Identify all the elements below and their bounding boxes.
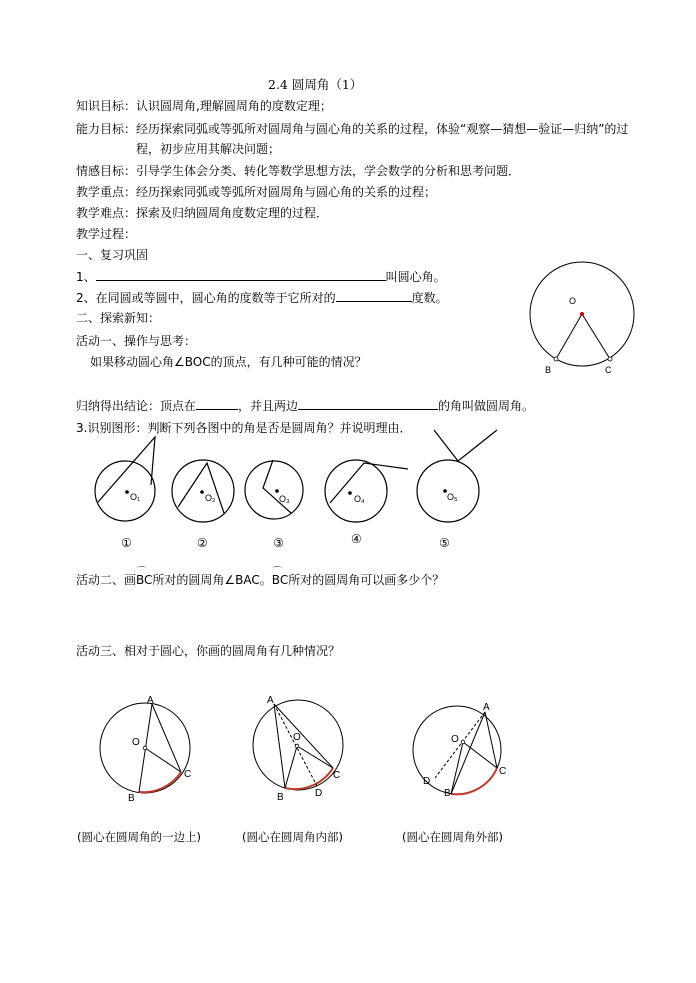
activity-1-question: 如果移动圆心角∠BOC的顶点，有几种可能的情况？ [90, 355, 367, 369]
center-point [295, 744, 299, 748]
chord-ab [274, 704, 285, 788]
radius-oc [297, 746, 333, 768]
activity-3: 活动三、相对于圆心，你画的圆周角有几种情况？ [76, 644, 341, 658]
q1-blank[interactable] [96, 268, 386, 281]
identify-figures: 3.识别图形：判断下列各图中的角是否是圆周角？并说明理由． [76, 421, 412, 435]
circle [325, 460, 387, 522]
figure-number-3: ③ [273, 536, 284, 550]
center-point [461, 740, 465, 744]
activity-1-heading: 活动一、操作与思考： [76, 334, 197, 348]
figure-number-1: ① [121, 536, 132, 550]
conclusion-line [76, 397, 534, 414]
label-c: C [605, 365, 612, 375]
angle-lines [434, 430, 497, 461]
radius-ob [451, 742, 463, 794]
label-d: D [423, 776, 431, 787]
label-o1: O₁ [130, 492, 141, 502]
activity-2 [76, 572, 444, 588]
radius-ob [556, 314, 582, 359]
teaching-focus: 教学重点：经历探索同弧或等弧所对圆周角与圆心角的关系的过程； [76, 185, 437, 199]
caption-center-on-side: (圆心在圆周角的一边上) [77, 830, 201, 844]
question-2 [76, 289, 448, 306]
figure-number-4: ④ [351, 532, 362, 546]
angle-lines [178, 463, 224, 513]
identify-figure-2 [170, 455, 240, 525]
angle-lines [330, 463, 408, 503]
activity-2-part-c: 所对的圆周角可以画多少个？ [288, 573, 445, 587]
circle [95, 461, 155, 521]
figure-number-5: ⑤ [439, 536, 450, 550]
chord-ac [274, 704, 333, 768]
center-point [200, 490, 204, 494]
arc-bc-1: ⌒ BC [136, 573, 152, 587]
label-a: A [483, 702, 490, 713]
center-point [275, 489, 279, 493]
arc-bc [451, 768, 497, 794]
label-c: C [499, 766, 507, 777]
identify-figure-3 [245, 458, 305, 523]
activity-2-part-b: 所对的圆周角∠BAC。 [152, 573, 272, 587]
caption-center-outside: (圆心在圆周角外部) [402, 830, 503, 844]
label-b: B [277, 792, 284, 803]
circle [417, 460, 479, 522]
q2-suffix: 度数。 [411, 291, 448, 305]
q1-suffix: 叫圆心角。 [385, 270, 446, 284]
diameter-ad [435, 712, 485, 778]
q2-blank[interactable] [336, 289, 412, 302]
label-o: O [293, 732, 301, 743]
identify-figure-1 [95, 425, 165, 525]
inscribed-angle-figure-2 [245, 690, 355, 805]
activity-2-part-a: 活动二、画 [76, 573, 137, 587]
radius-oc [582, 314, 610, 359]
radius-ob [285, 746, 297, 788]
label-o4: O₄ [354, 494, 365, 504]
identify-figure-4 [320, 455, 420, 525]
label-o5: O₅ [447, 492, 458, 502]
label-b: B [444, 788, 451, 799]
section-explore: 二、探索新知： [76, 311, 161, 325]
conclusion-part-a: 归纳得出结论：顶点在 [76, 399, 197, 413]
inscribed-angle-figure-3 [415, 690, 525, 805]
circle [245, 461, 303, 519]
central-angle-figure [528, 262, 638, 382]
label-o: O [569, 296, 577, 306]
conclusion-part-b: ，并且两边 [238, 399, 299, 413]
teaching-difficulty: 教学难点：探索及归纳圆周角度数定理的过程． [76, 206, 329, 220]
label-c: C [333, 770, 341, 781]
q1-prefix: 1、 [76, 270, 96, 284]
label-b: B [128, 793, 135, 804]
label-c: C [184, 769, 192, 780]
emotion-goal: 情感目标：引导学生体会分类、转化等数学思想方法，学会数学的分析和思考问题． [76, 164, 521, 178]
conclusion-part-c: 的角叫做圆周角。 [438, 399, 535, 413]
figure-number-2: ② [197, 536, 208, 550]
label-o2: O₂ [205, 493, 216, 503]
caption-center-inside: (圆心在圆周角内部) [242, 830, 343, 844]
center-point [143, 746, 147, 750]
label-b: B [545, 365, 552, 375]
point-b [554, 357, 558, 361]
label-o3: O₃ [279, 494, 290, 504]
inscribed-angle-figure-1 [95, 690, 205, 805]
label-d: D [315, 788, 323, 799]
ability-goal-line1: 能力目标：经历探索同弧或等弧所对圆周角与圆心角的关系的过程，体验“观察—猜想—验证—归纳”的过 [76, 122, 629, 136]
page-title: 2.4 圆周角（1） [268, 77, 363, 92]
q2-prefix: 2、在同圆或等圆中，圆心角的度数等于它所对的 [76, 291, 336, 305]
label-o: O [132, 737, 140, 748]
center-point [348, 491, 352, 495]
section-review: 一、复习巩固 [76, 248, 149, 262]
angle-lines [263, 460, 291, 513]
chord-ab [451, 712, 485, 794]
label-a: A [147, 695, 154, 706]
arc-bc-2: ⌒ BC [272, 573, 288, 587]
label-a: A [267, 695, 274, 706]
conclusion-blank-1[interactable] [196, 397, 238, 410]
point-c [608, 357, 612, 361]
center-point [125, 490, 129, 494]
teaching-process: 教学过程： [76, 227, 137, 241]
label-o: O [451, 734, 459, 745]
center-point [580, 312, 584, 316]
conclusion-blank-2[interactable] [298, 397, 438, 410]
knowledge-goal: 知识目标：认识圆周角,理解圆周角的度数定理； [76, 99, 332, 113]
identify-figure-5 [412, 425, 502, 525]
ability-goal-line2: 程，初步应用其解决问题； [136, 142, 281, 156]
question-1 [76, 268, 446, 285]
